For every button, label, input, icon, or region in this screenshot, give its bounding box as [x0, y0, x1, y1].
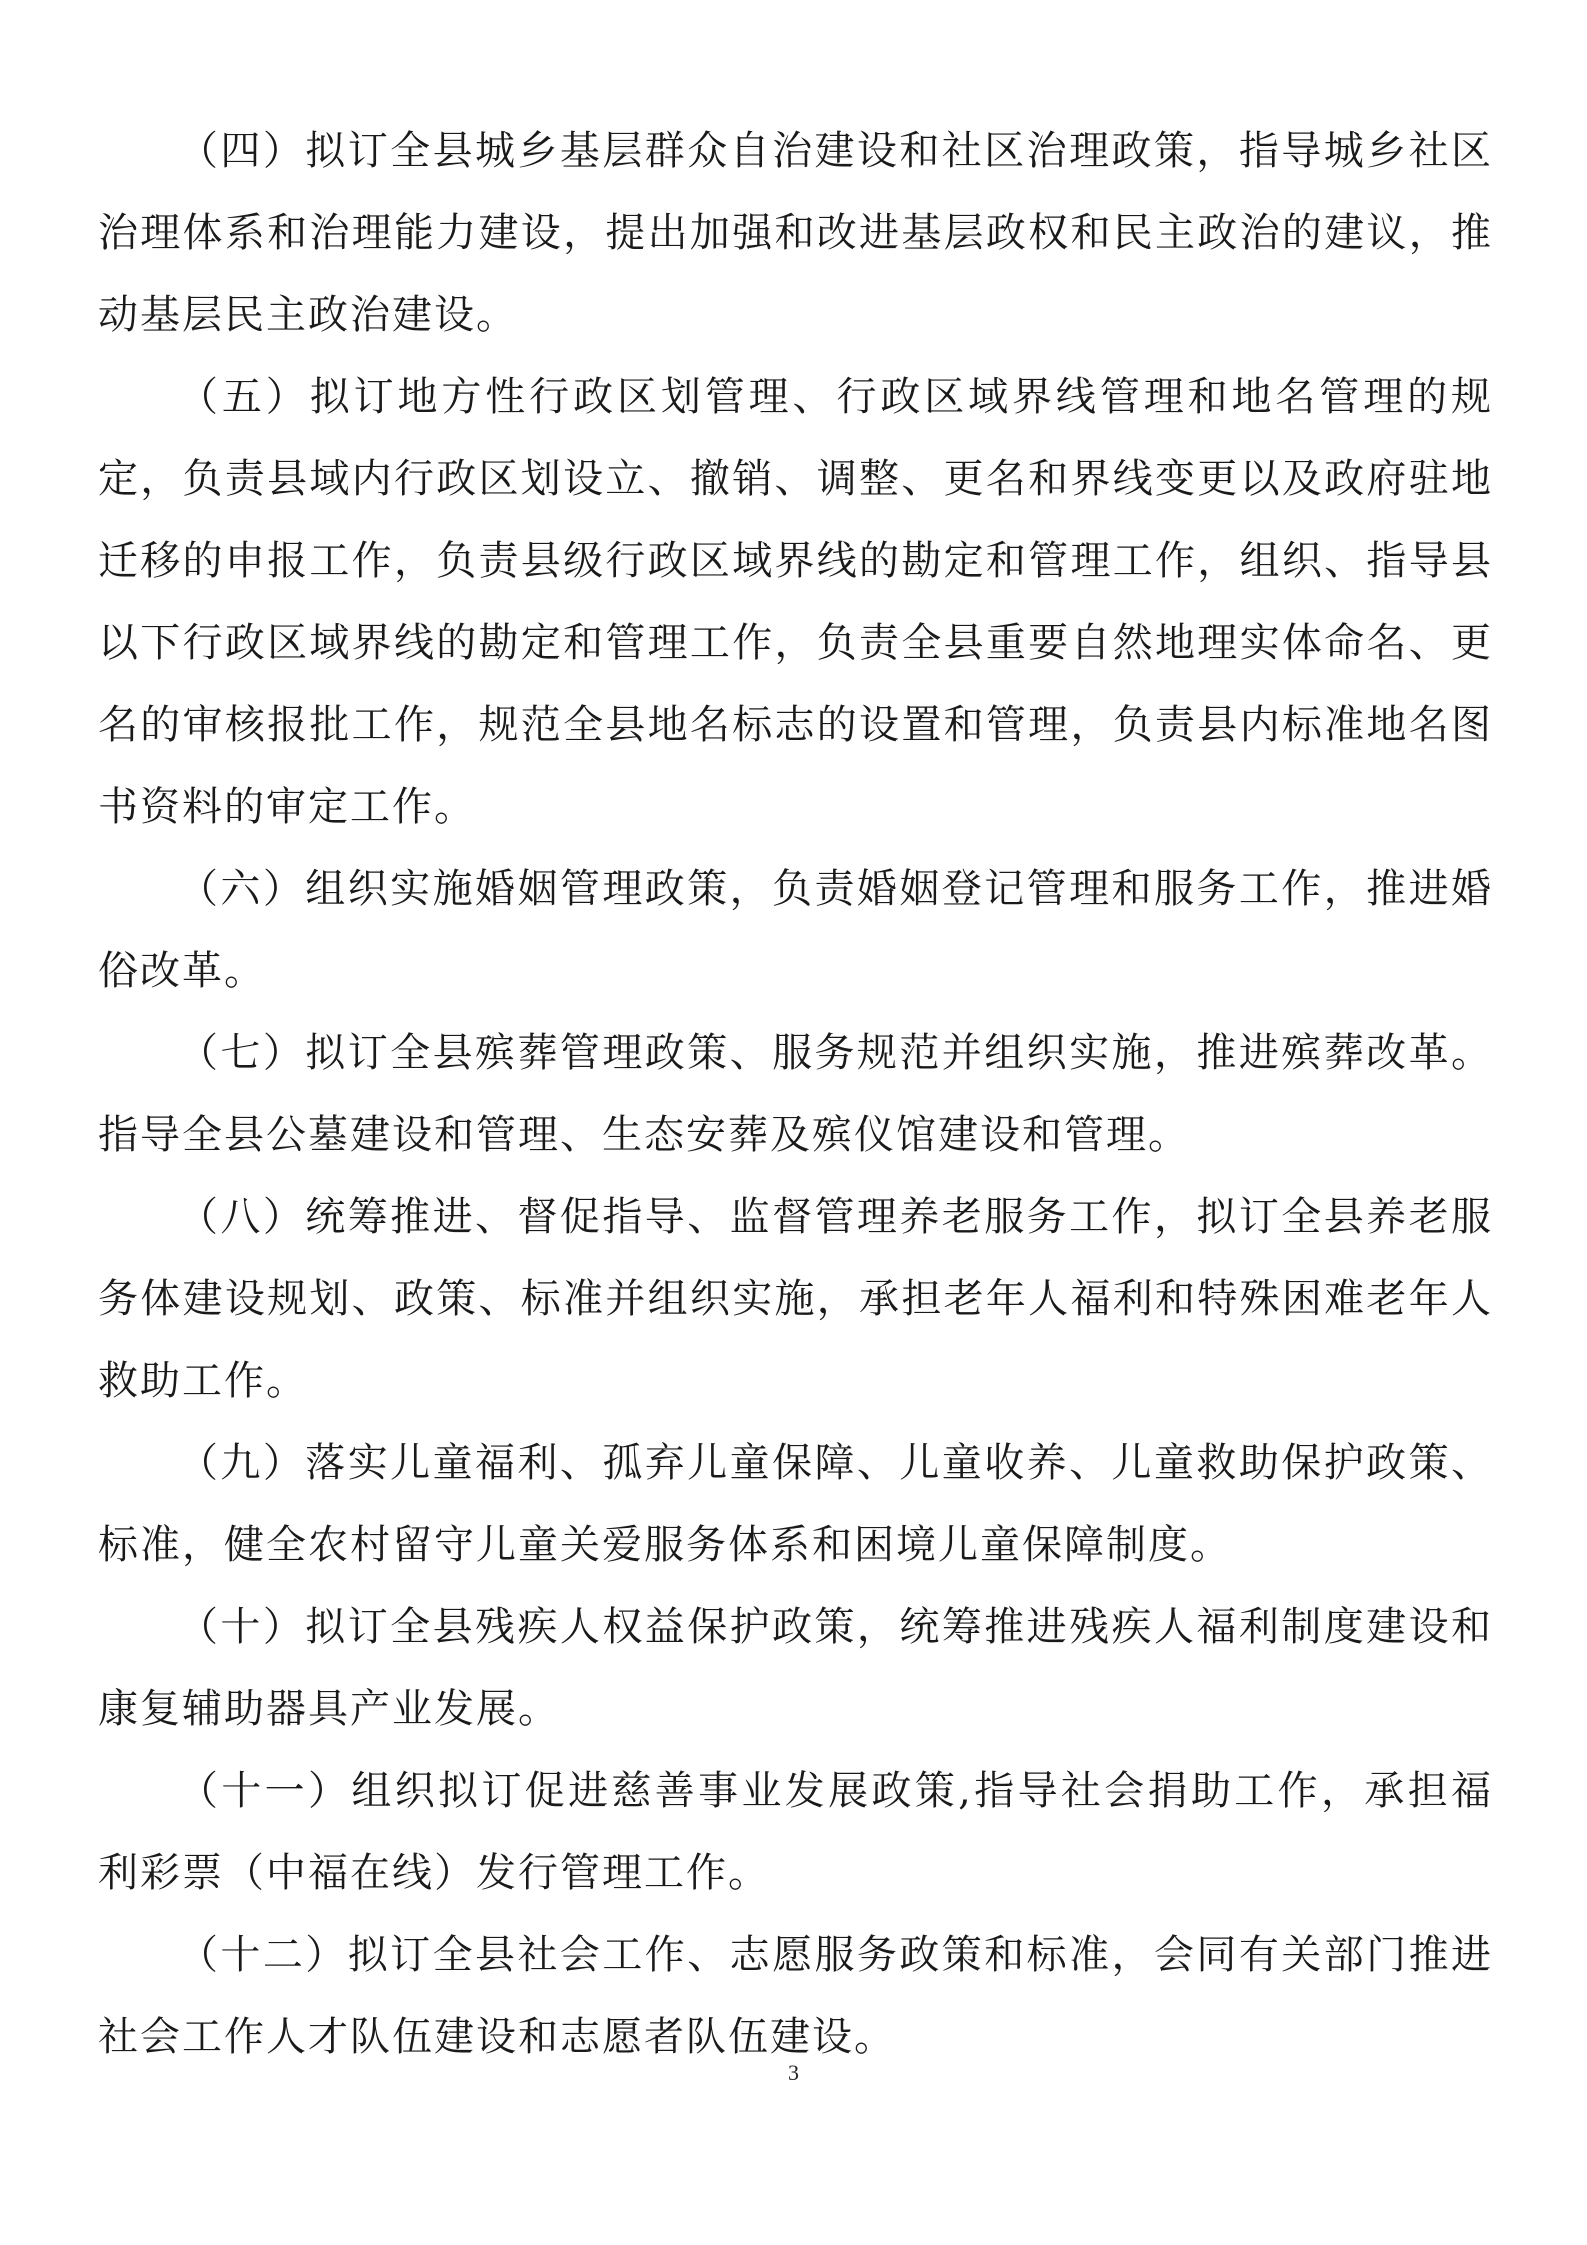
paragraph-7: （七）拟订全县殡葬管理政策、服务规范并组织实施，推进殡葬改革。指导全县公墓建设和管理、生态安葬及殡仪馆建设和管理。 — [98, 1030, 1493, 1158]
paragraph-11: （十一）组织拟订促进慈善事业发展政策,指导社会捐助工作，承担福利彩票（中福在线）发行管理工作。 — [98, 1768, 1493, 1896]
page-number: 3 — [788, 2060, 799, 2085]
paragraph-6: （六）组织实施婚姻管理政策，负责婚姻登记管理和服务工作，推进婚俗改革。 — [98, 866, 1493, 994]
paragraph-9: （九）落实儿童福利、孤弃儿童保障、儿童收养、儿童救助保护政策、标准，健全农村留守儿童关爱服务体系和困境儿童保障制度。 — [98, 1440, 1493, 1568]
body-text — [98, 110, 1493, 2078]
paragraph-10: （十）拟订全县残疾人权益保护政策，统筹推进残疾人福利制度建设和康复辅助器具产业发展。 — [98, 1604, 1493, 1732]
paragraph-5: （五）拟订地方性行政区划管理、行政区域界线管理和地名管理的规定，负责县域内行政区划设立、撤销、调整、更名和界线变更以及政府驻地迁移的申报工作，负责县级行政区域界线的勘定和管理工作，组织、指导县以下行政区域界线的勘定和管理工作，负责全县重要自然地理实体命名、更名的审核报批工作，规范全县地名标志的设置和管理，负责县内标准地名图书资料的审定工作。 — [98, 374, 1493, 830]
paragraph-4: （四）拟订全县城乡基层群众自治建设和社区治理政策，指导城乡社区治理体系和治理能力建设，提出加强和改进基层政权和民主政治的建议，推动基层民主政治建设。 — [98, 128, 1493, 338]
paragraph-12: （十二）拟订全县社会工作、志愿服务政策和标准，会同有关部门推进社会工作人才队伍建设和志愿者队伍建设。 — [98, 1932, 1493, 2060]
paragraph-8: （八）统筹推进、督促指导、监督管理养老服务工作，拟订全县养老服务体建设规划、政策、标准并组织实施，承担老年人福利和特殊困难老年人救助工作。 — [98, 1194, 1493, 1404]
